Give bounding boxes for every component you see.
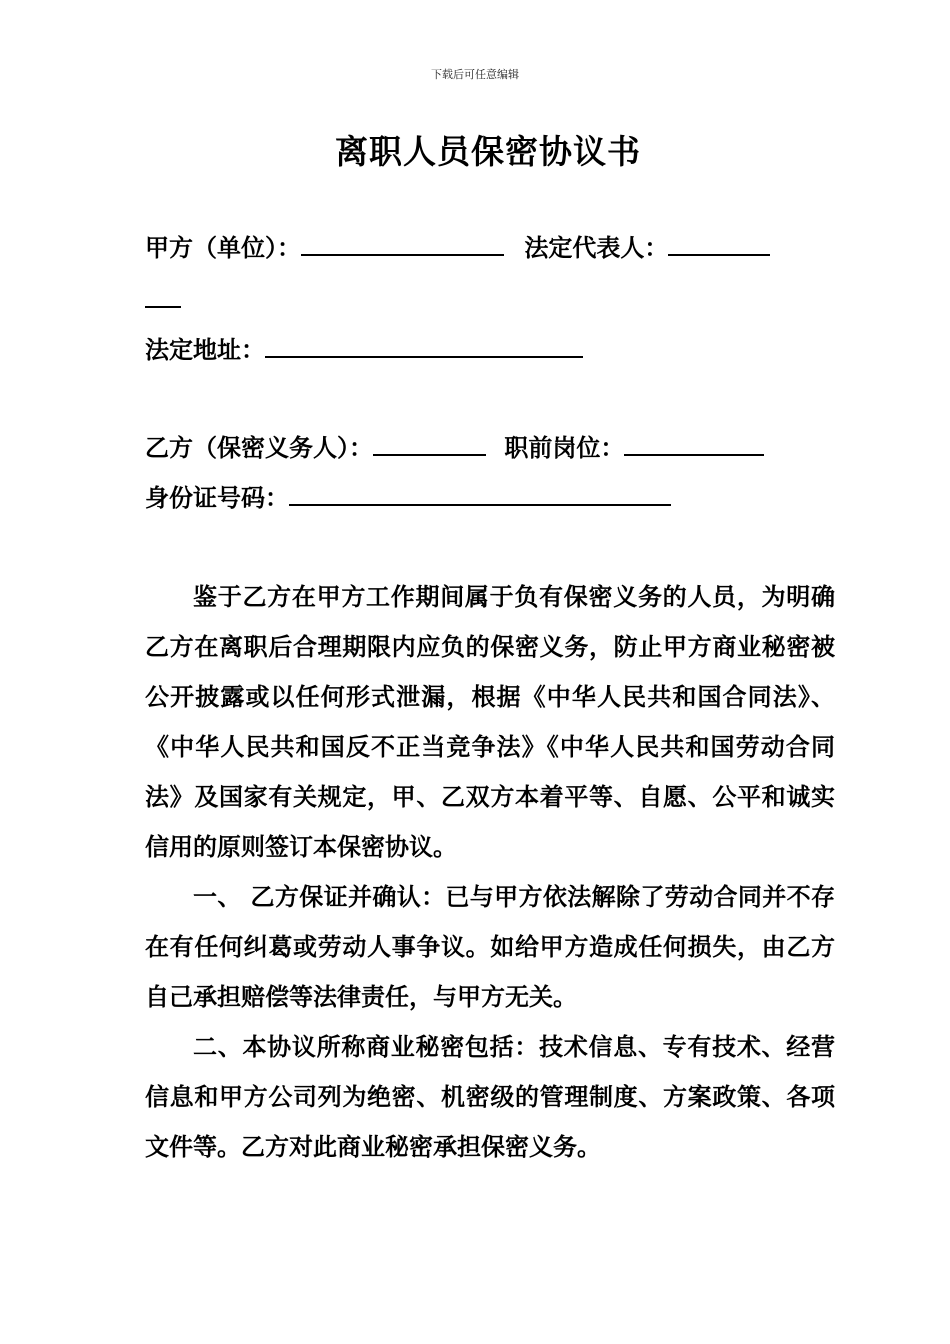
party-b-label: 乙方（保密义务人）： (145, 434, 373, 462)
party-a-label: 甲方（单位）： (145, 234, 301, 262)
clause-two-paragraph: 二、本协议所称商业秘密包括：技术信息、专有技术、经营信息和甲方公司列为绝密、机密级的管理制度、方案政策、各项文件等。乙方对此商业秘密承担保密义务。 (145, 1033, 835, 1161)
party-a-field[interactable] (301, 232, 504, 256)
position-label: 职前岗位： (504, 434, 625, 462)
legal-rep-field-continued[interactable] (145, 284, 181, 316)
page-title: 离职人员保密协议书 (335, 132, 641, 171)
legal-rep-label: 法定代表人： (524, 234, 669, 262)
position-field[interactable] (624, 432, 764, 456)
address-row (145, 334, 583, 366)
address-field[interactable] (265, 334, 583, 358)
address-label: 法定地址： (145, 336, 265, 364)
id-label: 身份证号码： (145, 484, 289, 512)
party-a-row (145, 232, 770, 264)
agreement-body (145, 572, 835, 1172)
header-note: 下载后可任意编辑 (431, 68, 519, 81)
id-row (145, 482, 671, 514)
preamble-paragraph: 鉴于乙方在甲方工作期间属于负有保密义务的人员，为明确乙方在离职后合理期限内应负的保密义务，防止甲方商业秘密被公开披露或以任何形式泄漏，根据《中华人民共和国合同法》、《中华人民共和国反不正当竞争法》《中华人民共和国劳动合同法》及国家有关规定，甲、乙双方本着平等、自愿、公平和诚实信用的原则签订本保密协议。 (145, 583, 835, 861)
id-field[interactable] (289, 482, 671, 506)
party-b-field[interactable] (373, 432, 486, 456)
party-b-row (145, 432, 764, 464)
clause-one-paragraph: 一、 乙方保证并确认：已与甲方依法解除了劳动合同并不存在有任何纠葛或劳动人事争议。如给甲方造成任何损失，由乙方自己承担赔偿等法律责任，与甲方无关。 (145, 883, 835, 1011)
legal-rep-field[interactable] (668, 232, 770, 256)
